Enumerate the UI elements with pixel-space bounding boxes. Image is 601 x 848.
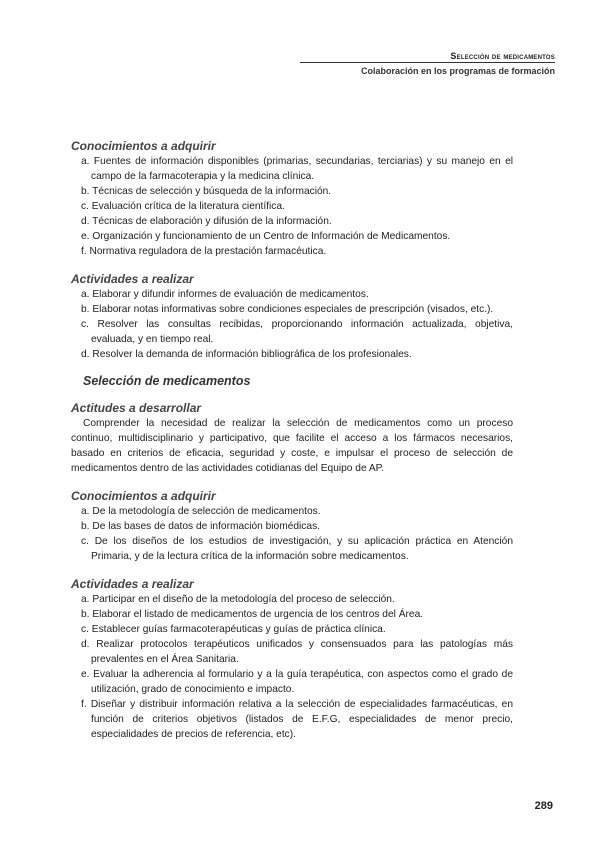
list-item: a. Fuentes de información disponibles (primarias, secundarias, terciarias) y su manejo en el campo de la farmacoterapia y la medicina clínica. bbox=[81, 156, 513, 182]
list-item: b. Elaborar el listado de medicamentos de urgencia de los centros del Área. bbox=[81, 609, 424, 620]
list-item: f. Normativa reguladora de la prestación farmacéutica. bbox=[81, 246, 327, 257]
list-item: c. Establecer guías farmacoterapéuticas y guías de práctica clínica. bbox=[81, 624, 386, 635]
list-item: c. De los diseños de los estudios de investigación, y su aplicación práctica en Atención Primaria, y de la lectura crítica de la información sobre medicamentos. bbox=[81, 536, 513, 562]
list-item: b. Elaborar notas informativas sobre condiciones especiales de prescripción (visados, etc.). bbox=[81, 304, 494, 315]
page-number: 289 bbox=[534, 800, 553, 812]
running-header-subtitle: Colaboración en los programas de formación bbox=[360, 66, 555, 76]
list-item: e. Evaluar la adherencia al formulario y a la guía terapéutica, con aspectos como el grado de utilización, grado de conocimiento e impacto. bbox=[81, 669, 513, 695]
running-header-title: Selección de medicamentos bbox=[450, 51, 555, 61]
list-item: d. Resolver la demanda de información bibliográfica de los profesionales. bbox=[81, 349, 412, 360]
section-heading-conocimientos-1: Conocimientos a adquirir bbox=[71, 139, 216, 153]
list-conocimientos-1 bbox=[71, 154, 513, 259]
main-section-heading: Selección de medicamentos bbox=[83, 374, 251, 388]
header-divider bbox=[300, 62, 555, 63]
actitudes-paragraph: Comprender la necesidad de realizar la selección de medicamentos como un proceso continuo, multidisciplinario y participativo, que facilite el acceso a los fármacos necesarios, basado en criterios de eficacia, seguridad y coste, e impulsar el proceso de selección de medicamentos dentro de las actividades cotidianas del Equipo de AP. bbox=[71, 418, 513, 474]
section-heading-conocimientos-2: Conocimientos a adquirir bbox=[71, 489, 216, 503]
list-item: e. Organización y funcionamiento de un Centro de Información de Medicamentos. bbox=[81, 231, 451, 242]
list-conocimientos-2 bbox=[71, 504, 513, 564]
list-actividades-1 bbox=[71, 287, 513, 362]
page-content bbox=[71, 138, 513, 742]
list-actividades-2 bbox=[71, 592, 513, 742]
list-item: a. De la metodología de selección de medicamentos. bbox=[81, 506, 321, 517]
list-item: a. Elaborar y difundir informes de evaluación de medicamentos. bbox=[81, 289, 369, 300]
list-item: c. Resolver las consultas recibidas, proporcionando información actualizada, objetiva, evaluada, y en tiempo real. bbox=[81, 319, 513, 345]
section-heading-actividades-2: Actividades a realizar bbox=[71, 577, 194, 591]
list-item: c. Evaluación crítica de la literatura científica. bbox=[81, 201, 285, 212]
section-heading-actividades-1: Actividades a realizar bbox=[71, 272, 194, 286]
list-item: b. De las bases de datos de información biomédicas. bbox=[81, 521, 320, 532]
list-item: d. Realizar protocolos terapéuticos unificados y consensuados para las patologías más prevalentes en el Área Sanitaria. bbox=[81, 639, 513, 665]
list-item: a. Participar en el diseño de la metodología del proceso de selección. bbox=[81, 594, 395, 605]
section-heading-actitudes: Actitudes a desarrollar bbox=[71, 401, 202, 415]
list-item: b. Técnicas de selección y búsqueda de la información. bbox=[81, 186, 332, 197]
list-item: f. Diseñar y distribuir información relativa a la selección de especialidades farmacéuticas, en función de criterios objetivos (listados de E.F.G, especialidades de menor precio, especialidades de precios de referencia, etc). bbox=[81, 699, 513, 740]
list-item: d. Técnicas de elaboración y difusión de la información. bbox=[81, 216, 332, 227]
